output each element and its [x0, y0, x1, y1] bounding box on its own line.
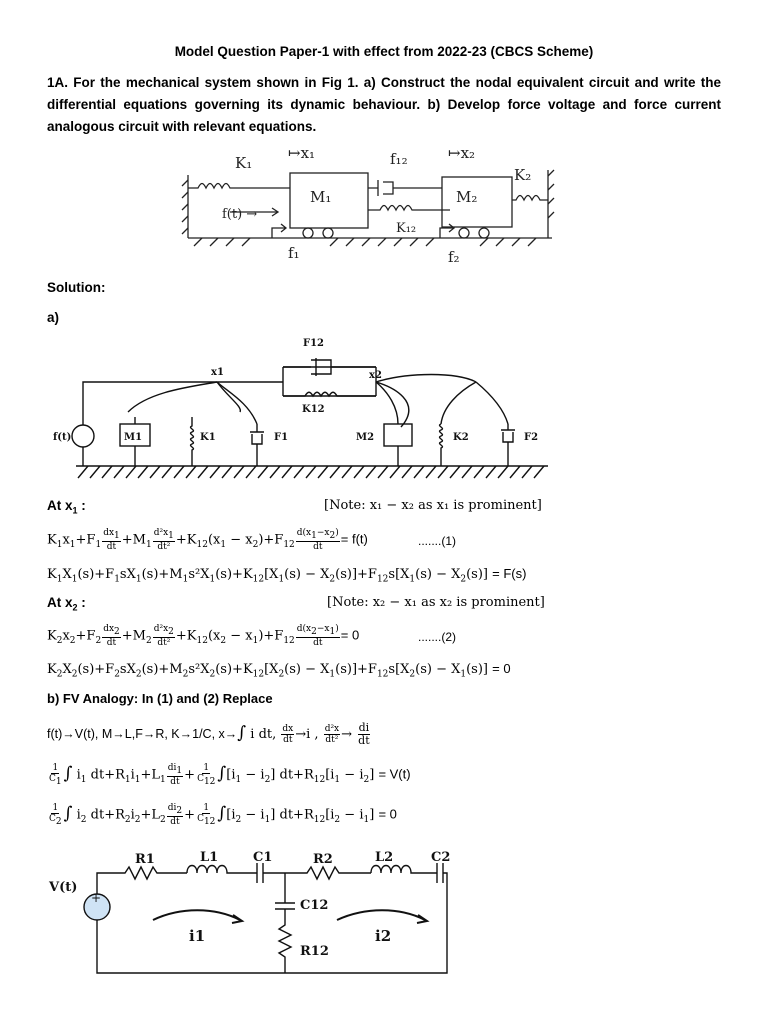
part-a-label: a): [47, 310, 60, 325]
nodal-m2-label: M2: [356, 432, 375, 443]
question-text: 1A. For the mechanical system shown in Fig 1. a) Construct the nodal equivalent circuit and write the differential equations governing its dynamic behaviour. b) Develop force voltage and force current analogous circuit with relevant equations.: [47, 75, 721, 134]
fig1-ft-label: f(t) →: [222, 207, 258, 222]
note-x2: [Note: x₂ − x₁ as x₂ is prominent]: [327, 595, 545, 610]
page-title: Model Question Paper-1 with effect from 2022-23 (CBCS Scheme): [174, 44, 594, 59]
circuit-vt-label: V(t): [49, 880, 78, 895]
note-x1: [Note: x₁ − x₂ as x₁ is prominent]: [324, 498, 542, 513]
equation-2-laplace: $K_2X_2(s)+F_2sX_2(s)+M_2s^2X_2(s)+K_{12}[X_2(s) - X_1(s)]+F_{12}s[X_2(s) - X_1(s)] = 0$: [47, 661, 511, 680]
nodal-f12-label: F12: [303, 338, 325, 349]
part-b-heading: b) FV Analogy: In (1) and (2) Replace: [47, 691, 273, 706]
fig1-f1-label: f₁: [288, 244, 300, 262]
circuit-r1-label: R1: [135, 852, 155, 867]
fig1-x1-label: ↦x₁: [288, 144, 316, 162]
fig1-f2-label: f₂: [448, 248, 460, 266]
replacement-rules: f(t)→V(t), M→L,F→R, K→1/C, x→∫ i dt, $\frac{dx}{dt}$ →i , $\frac{\text{d²x}}{\text{dt²}}$ → $\frac{di}{dt}$: [47, 721, 370, 747]
fig1-f12-label: f₁₂: [390, 150, 408, 168]
nodal-f2-label: F2: [524, 432, 539, 443]
fv-equation-1: $\frac{1}{C_1}$ ∫ $i_1$ $dt+R_1i_1+L_1$ $\frac{di_1}{dt}$ + $\frac{1}{C_{12}}$ $\int[i_1 - i_2] dt+R_{12}[i_1 - i_2] = V(t)$: [49, 763, 411, 787]
equation-1-laplace: $K_1X_1(s)+F_1sX_1(s)+M_1s^2X_1(s)+K_{12}[X_1(s) - X_2(s)]+F_{12}s[X_1(s) - X_2(s)] = F(s)$: [47, 566, 527, 585]
svg-text:+: +: [91, 891, 102, 905]
nodal-k1-label: K1: [200, 432, 216, 443]
fv-equation-2: $\frac{1}{C_2}$ ∫ $i_2$ $dt+R_2i_2+L_2$ $\frac{di_2}{dt}$ + $\frac{1}{C_{12}}$ $\int[i_2 - i_1] dt+R_{12}[i_2 - i_1] = 0$: [49, 803, 397, 827]
nodal-k12-label: K12: [302, 404, 325, 415]
at-x2-heading: At $x_2$ :: [47, 595, 86, 613]
circuit-l1-label: L1: [200, 850, 219, 865]
equation-1-tag: .......(1): [418, 534, 457, 548]
circuit-r12-label: R12: [300, 944, 329, 959]
fig1-m2-label: M₂: [456, 188, 478, 206]
circuit-c1-label: C1: [253, 850, 273, 865]
fig1-x2-label: ↦x₂: [448, 144, 476, 162]
equation-2: $K_2x_2+F_2$ $\frac{dx_2}{dt}$ $+M_2$ $\frac{d^2x_2}{\text{dt²}}$ $+K_{12}(x_2 - x_1)+F_{12}$ $\frac{d(x_2-x_1)}{dt}$ = 0: [47, 624, 360, 648]
solution-label: Solution:: [47, 280, 106, 295]
equation-1: $K_1x_1+F_1$ $\frac{dx_1}{dt}$ $+M_1$ $\frac{d^2x_1}{\text{dt²}}$ $+K_{12}(x_1 - x_2)+F_{12}$ $\frac{d(x_1-x_2)}{dt}$ = f(t): [47, 528, 368, 552]
fv-circuit-diagram: [45, 845, 465, 995]
nodal-f1-label: F1: [274, 432, 289, 443]
circuit-i2-label: i2: [375, 927, 392, 945]
equation-2-tag: .......(2): [418, 630, 457, 644]
nodal-x2-label: x2: [369, 370, 382, 381]
circuit-i1-label: i1: [189, 927, 206, 945]
nodal-k2-label: K2: [453, 432, 469, 443]
circuit-r2-label: R2: [313, 852, 333, 867]
fig1-k1-label: K₁: [235, 154, 253, 172]
nodal-m1-label: M1: [124, 432, 143, 443]
at-x1-heading: At $x_1$ :: [47, 498, 86, 516]
nodal-circuit-diagram: [48, 332, 558, 482]
fig1-m1-label: M₁: [310, 188, 332, 206]
fig1-k2-label: K₂: [514, 166, 532, 184]
nodal-x1-label: x1: [211, 367, 224, 378]
fig1-k12-label: K₁₂: [396, 221, 417, 236]
fig1-mechanical-system: [180, 140, 560, 270]
circuit-c2-label: C2: [431, 850, 451, 865]
circuit-c12-label: C12: [300, 898, 329, 913]
circuit-l2-label: L2: [375, 850, 394, 865]
nodal-ft-label: f(t): [53, 432, 72, 443]
